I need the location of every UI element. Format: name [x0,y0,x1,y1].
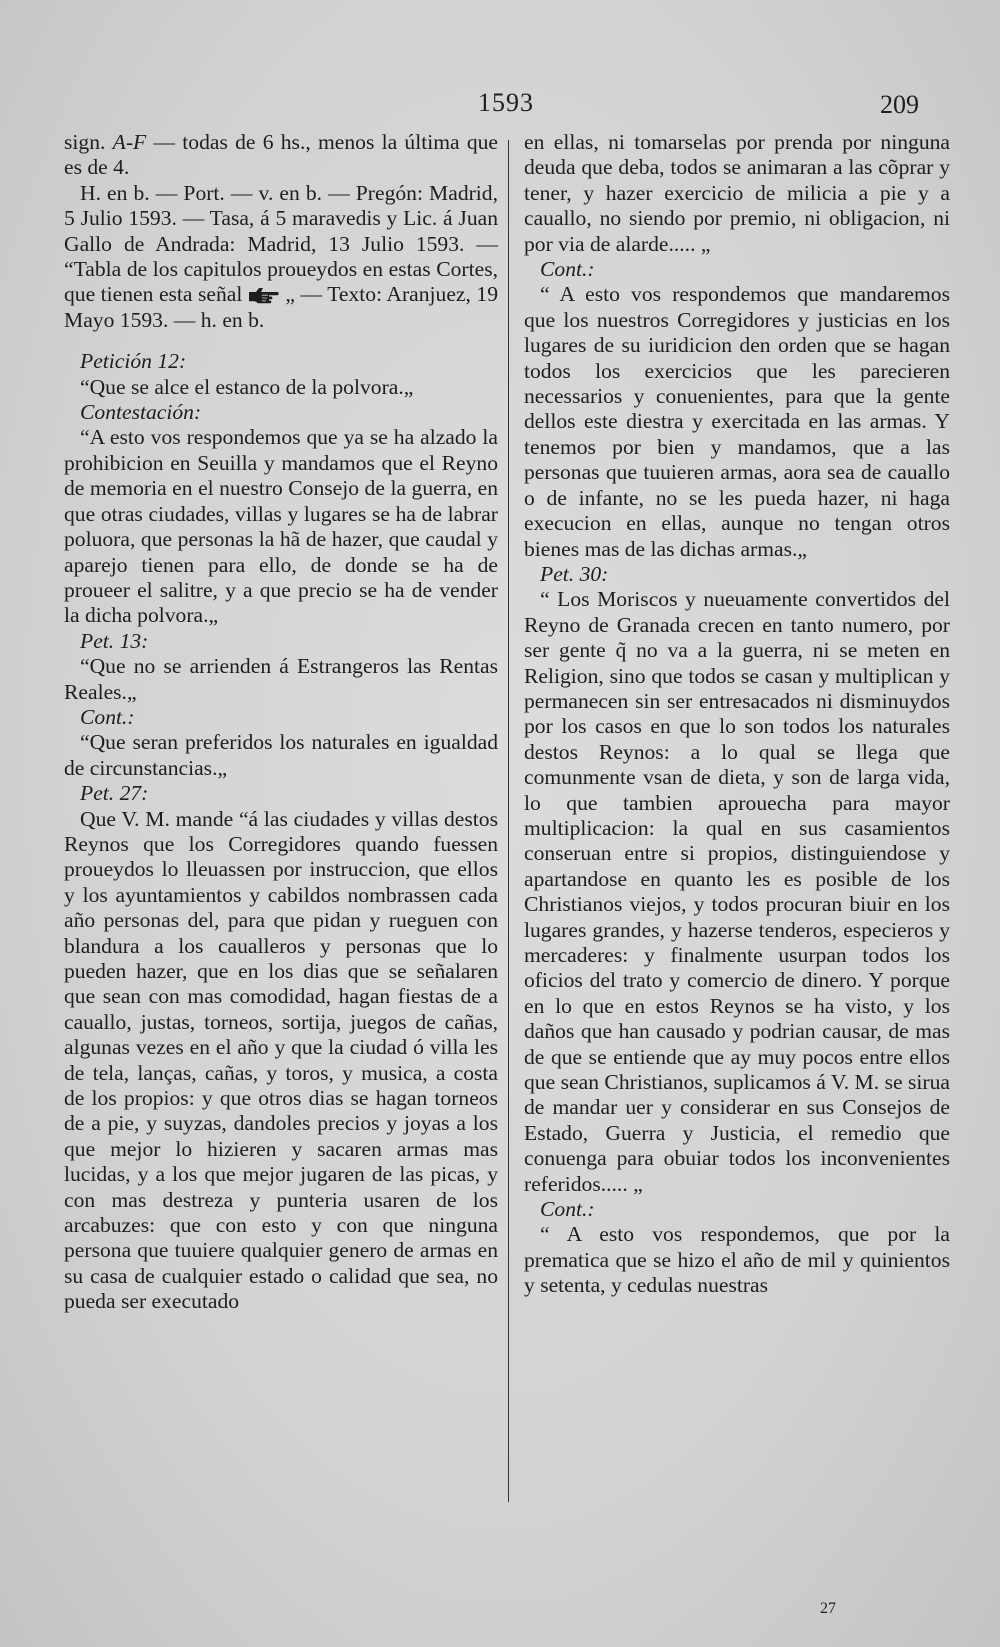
petition-text: en ellas, ni tomarselas por prenda por ninguna deuda que deba, todos se animaran a las cõprar y tener, y hazer exercicio de milicia a pie y a cauallo, no siendo por premio, ni obligacion, ni por via de alarde..... „ [524,130,950,256]
section-label: Cont.: [540,257,595,282]
right-column [524,130,950,1299]
answer-text: “ A esto vos respondemos, que por la prematica que se hizo el año de mil y quinientos y setenta, y cedulas nuestras [524,1222,950,1298]
section-label: Cont.: [80,704,135,729]
section-label: Pet. 13: [80,628,149,653]
section-label: Pet. 30: [540,561,609,586]
petition-text: “Que se alce el estanco de la polvora.„ [80,374,414,399]
section-label: Contestación: [80,400,202,425]
bibliographic-line: sign. A-F — todas de 6 hs., menos la última que es de 4. [64,130,498,180]
section-label: Cont.: [540,1197,595,1222]
answer-text: “ A esto vos respondemos que mandaremos que los nuestros Corregidores y justicias en los lugares de su iuridicion den orden que se hagan todos los exercicios que les parecieren necessarios y conuenientes, para que la gente dellos este diestra y exercitada en las armas. Y tenemos por bien y mandamos, que a las personas que tuuieren armas, aora sea de cauallo o de infante, no se les pueda hazer, ni haga execucion en ellas, aunque no tengan otros bienes mas de las dichas armas.„ [524,282,950,561]
left-column [64,130,498,1315]
pointing-hand-icon [248,286,280,304]
running-year: 1593 [478,88,534,117]
petition-text: “Que no se arrienden á Estrangeros las Rentas Reales.„ [64,654,498,704]
answer-text: “A esto vos respondemos que ya se ha alzado la prohibicion en Seuilla y mandamos que el Reyno de memoria en el nuestro Consejo de la guerra, en que otras ciudades, villas y lugares se ha de labrar poluora, que personas la hã de hazer, que caudal y aparejo tienen para ello, de donde se ha de proueer el salitre, y a que precio se ha de vender la dicha polvora.„ [64,425,498,628]
petition-text: “ Los Moriscos y nueuamente convertidos del Reyno de Granada crecen en tanto numero, por ser gente q̃ no va a la guerra, ni se meten en Religion, sino que todos se casan y multiplican y permanecen sin ser entresacados ni disminuydos por los casos en que lo son todos los naturales destos Reynos: a lo qual se llega que comunmente vsan de dieta, y son de larga vida, lo que tambien aprouecha para mayor multiplicacion: la qual en sus casamientos conseruan entre si propios, distinguiendose y apartandose en quanto les es posible de los Christianos viejos, y todos procuran biuir en los lugares grandes, y hazerse tenderos, especieros y mercaderes: y finalmente usurpan todos los oficios del trato y comercio de dinero. Y porque en lo que en estos Reynos se ha visto, y los daños que han causado y podrian causar, de mas de que se entiende que ay muy pocos entre ellos que sean Christianos, suplicamos á V. M. se sirua de mandar uer y considerar en sus Consejos de Estado, Guerra y Justicia, el remedio que conuenga para obuiar todos los inconvenientes referidos..... „ [524,587,950,1196]
signature-mark: 27 [820,1600,836,1617]
section-label: Pet. 27: [80,781,149,806]
section-label: Petición 12: [80,349,187,374]
answer-text: “Que seran preferidos los naturales en igualdad de circunstancias.„ [64,730,498,780]
bibliographic-description: H. en b. — Port. — v. en b. — Pregón: Madrid, 5 Julio 1593. — Tasa, á 5 maravedis y Lic. á Juan Gallo de Andrada: Madrid, 13 Julio 1593. — “Tabla de los capitulos proueydos en estas Cortes, que tienen esta señal „ — Texto: Aranjuez, 19 Mayo 1593. — h. en b. [64,180,499,332]
page-number: 209 [880,90,919,119]
column-divider [508,140,509,1502]
petition-text: Que V. M. mande “á las ciudades y villas destos Reynos que los Corregidores quando fuessen proueydos lo lleuassen por instruccion, que ellos y los ayuntamientos y cabildos nombrassen cada año personas del, para que pidan y rueguen con blandura a los caualleros y personas que lo pueden hazer, que en los dias que se señalaren que sean con mas comodidad, hagan fiestas de a cauallo, justas, torneos, sortija, juegos de cañas, algunas vezes en el año y que la ciudad ó villa les de tela, lanças, cañas, y toros, y musica, a costa de los propios: y que otros dias se hagan torneos de a pie, y suyzas, dandoles precios y joyas a los que mejor lo hizieren y sacaren armas mas lucidas, y a los que mejor jugaren de las picas, y con mas destreza y punteria usaren de los arcabuzes: que con esto y con que ninguna persona que tuuiere qualquier genero de armas en su casa de cualquier estado o calidad que sea, no pueda ser executado [64,806,498,1314]
